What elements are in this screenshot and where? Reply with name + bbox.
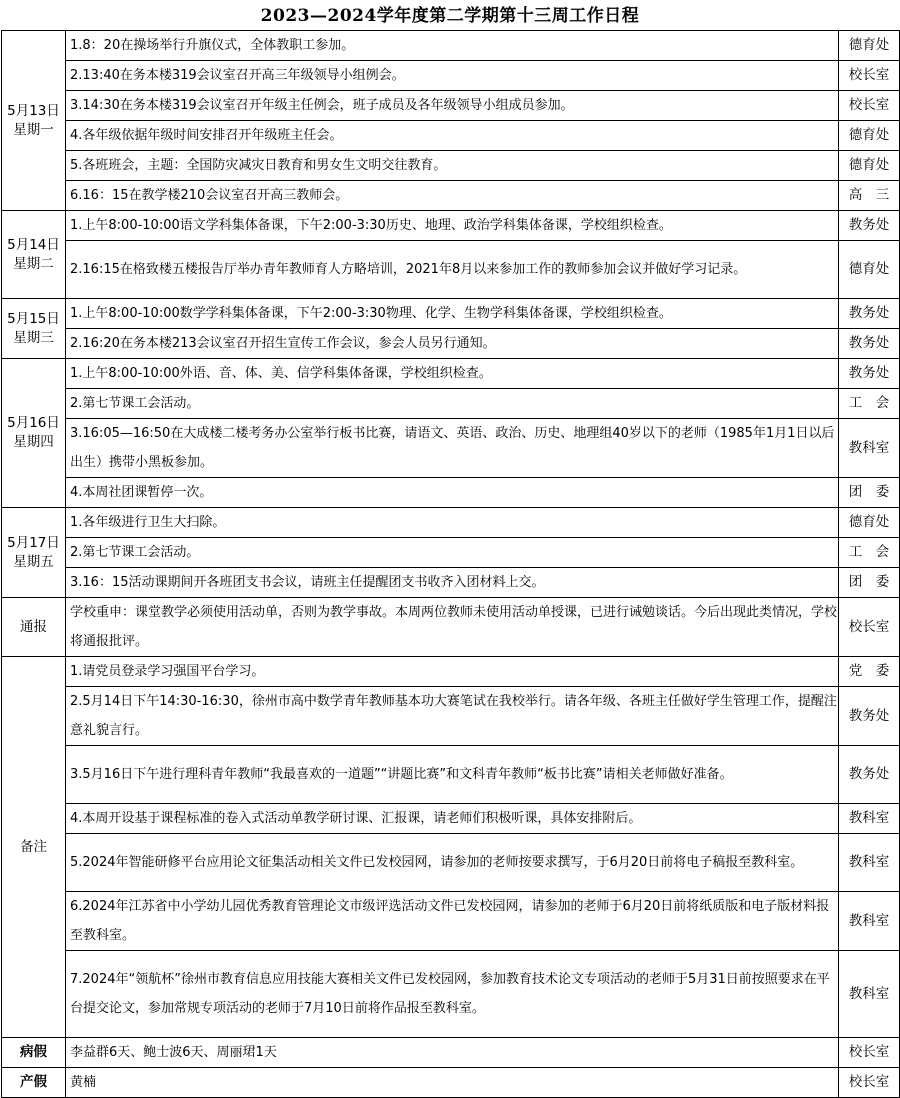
day-date: 5月15日 (7, 310, 60, 327)
schedule-item: 3.16:05—16:50在大成楼二楼考务办公室举行板书比赛，请语文、英语、政治、历史、地理组40岁以下的老师（1985年1月1日以后出生）携带小黑板参加。 (66, 419, 839, 478)
department-cell: 工 会 (839, 538, 900, 568)
department-cell: 团 委 (839, 568, 900, 598)
schedule-row (2, 61, 900, 91)
department-cell: 工 会 (839, 389, 900, 419)
schedule-row (2, 121, 900, 151)
notice-text: 学校重申：课堂教学必须使用活动单，否则为教学事故。本周两位教师未使用活动单授课，已进行诫勉谈话。今后出现此类情况，学校将通报批评。 (66, 598, 839, 657)
day-date: 5月17日 (7, 534, 60, 551)
department-cell: 德育处 (839, 121, 900, 151)
remark-item: 1.请党员登录学习强国平台学习。 (66, 657, 839, 687)
maternity-leave-row (2, 1068, 900, 1098)
schedule-item: 5.各班班会，主题：全国防灾减灾日教育和男女生文明交往教育。 (66, 151, 839, 181)
department-cell: 教务处 (839, 211, 900, 241)
schedule-item: 2.第七节课工会活动。 (66, 538, 839, 568)
schedule-item: 1.各年级进行卫生大扫除。 (66, 508, 839, 538)
schedule-item: 1.上午8:00-10:00数学学科集体备课，下午2:00-3:30物理、化学、生物学科集体备课，学校组织检查。 (66, 299, 839, 329)
schedule-item: 6.16：15在教学楼210会议室召开高三教师会。 (66, 181, 839, 211)
maternity-leave-names: 黄楠 (66, 1068, 839, 1098)
schedule-item: 2.13:40在务本楼319会议室召开高三年级领导小组例会。 (66, 61, 839, 91)
department-cell: 高 三 (839, 181, 900, 211)
notice-label: 通报 (2, 598, 66, 657)
sick-leave-row (2, 1038, 900, 1068)
schedule-item: 4.各年级依据年级时间安排召开年级班主任会。 (66, 121, 839, 151)
department-cell: 德育处 (839, 31, 900, 61)
schedule-row (2, 151, 900, 181)
remark-item: 7.2024年“领航杯”徐州市教育信息应用技能大赛相关文件已发校园网，参加教育技术论文专项活动的老师于5月31日前按照要求在平台提交论文，参加常规专项活动的老师于7月10日前将作品报至教科室。 (66, 951, 839, 1038)
remark-row (2, 687, 900, 746)
schedule-item: 1.上午8:00-10:00语文学科集体备课，下午2:00-3:30历史、地理、政治学科集体备课，学校组织检查。 (66, 211, 839, 241)
department-cell: 教科室 (839, 892, 900, 951)
department-cell: 团 委 (839, 478, 900, 508)
sick-leave-names: 李益群6天、鲍士波6天、周丽珺1天 (66, 1038, 839, 1068)
department-cell: 校长室 (839, 1068, 900, 1098)
schedule-item: 4.本周社团课暂停一次。 (66, 478, 839, 508)
remark-item: 4.本周开设基于课程标准的卷入式活动单教学研讨课、汇报课，请老师们积极听课，具体安排附后。 (66, 804, 839, 834)
day-weekday: 星期一 (13, 121, 54, 138)
schedule-row (2, 299, 900, 329)
schedule-row (2, 329, 900, 359)
remark-item: 5.2024年智能研修平台应用论文征集活动相关文件已发校园网，请参加的老师按要求撰写，于6月20日前将电子稿报至教科室。 (66, 834, 839, 892)
remark-row (2, 804, 900, 834)
maternity-leave-label: 产假 (2, 1068, 66, 1098)
day-date: 5月13日 (7, 102, 60, 119)
department-cell: 教科室 (839, 804, 900, 834)
day-weekday: 星期三 (13, 329, 54, 346)
schedule-row (2, 568, 900, 598)
schedule-row (2, 91, 900, 121)
schedule-item: 3.14:30在务本楼319会议室召开年级主任例会，班子成员及各年级领导小组成员参加。 (66, 91, 839, 121)
schedule-row (2, 211, 900, 241)
department-cell: 教务处 (839, 687, 900, 746)
schedule-item: 2.16:15在格致楼五楼报告厅举办青年教师育人方略培训，2021年8月以来参加工作的教师参加会议并做好学习记录。 (66, 241, 839, 299)
day-date: 5月14日 (7, 236, 60, 253)
schedule-item: 1.上午8:00-10:00外语、音、体、美、信学科集体备课，学校组织检查。 (66, 359, 839, 389)
schedule-item: 3.16：15活动课期间开各班团支书会议，请班主任提醒团支书收齐入团材料上交。 (66, 568, 839, 598)
schedule-row (2, 31, 900, 61)
department-cell: 教务处 (839, 746, 900, 804)
day-cell (2, 359, 66, 508)
remark-row (2, 746, 900, 804)
department-cell: 德育处 (839, 241, 900, 299)
sick-leave-label: 病假 (2, 1038, 66, 1068)
remark-row (2, 657, 900, 687)
schedule-item: 2.16:20在务本楼213会议室召开招生宣传工作会议，参会人员另行通知。 (66, 329, 839, 359)
department-cell: 德育处 (839, 508, 900, 538)
schedule-row (2, 181, 900, 211)
schedule-row (2, 508, 900, 538)
department-cell: 德育处 (839, 151, 900, 181)
day-weekday: 星期二 (13, 255, 54, 272)
schedule-item: 2.第七节课工会活动。 (66, 389, 839, 419)
schedule-row (2, 389, 900, 419)
remark-item: 6.2024年江苏省中小学幼儿园优秀教育管理论文市级评选活动文件已发校园网，请参加的老师于6月20日前将纸质版和电子版材料报至教科室。 (66, 892, 839, 951)
remark-row (2, 892, 900, 951)
day-date: 5月16日 (7, 415, 60, 431)
department-cell: 校长室 (839, 91, 900, 121)
schedule-row (2, 538, 900, 568)
schedule-row (2, 419, 900, 478)
department-cell: 教科室 (839, 834, 900, 892)
department-cell: 教务处 (839, 359, 900, 389)
schedule-row (2, 478, 900, 508)
department-cell: 校长室 (839, 598, 900, 657)
department-cell: 教务处 (839, 299, 900, 329)
schedule-row (2, 359, 900, 389)
day-cell (2, 299, 66, 359)
day-cell (2, 508, 66, 598)
department-cell: 党 委 (839, 657, 900, 687)
department-cell: 校长室 (839, 1038, 900, 1068)
schedule-table (1, 30, 900, 1098)
remark-row (2, 951, 900, 1038)
remark-item: 2.5月14日下午14:30-16:30，徐州市高中数学青年教师基本功大赛笔试在我校举行。请各年级、各班主任做好学生管理工作，提醒注意礼貌言行。 (66, 687, 839, 746)
remarks-label: 备注 (2, 657, 66, 1038)
department-cell: 教科室 (839, 951, 900, 1038)
department-cell: 教科室 (839, 419, 900, 478)
department-cell: 校长室 (839, 61, 900, 91)
day-cell (2, 31, 66, 211)
notice-row (2, 598, 900, 657)
schedule-row (2, 241, 900, 299)
schedule-title: 2023—2024学年度第二学期第十三周工作日程 (260, 6, 640, 26)
day-weekday: 星期五 (13, 553, 54, 570)
remark-item: 3.5月16日下午进行理科青年教师“我最喜欢的一道题”“讲题比赛”和文科青年教师“板书比赛”请相关老师做好准备。 (66, 746, 839, 804)
department-cell: 教务处 (839, 329, 900, 359)
schedule-item: 1.8：20在操场举行升旗仪式，全体教职工参加。 (66, 31, 839, 61)
day-weekday: 星期四 (13, 434, 54, 450)
day-cell (2, 211, 66, 299)
remark-row (2, 834, 900, 892)
